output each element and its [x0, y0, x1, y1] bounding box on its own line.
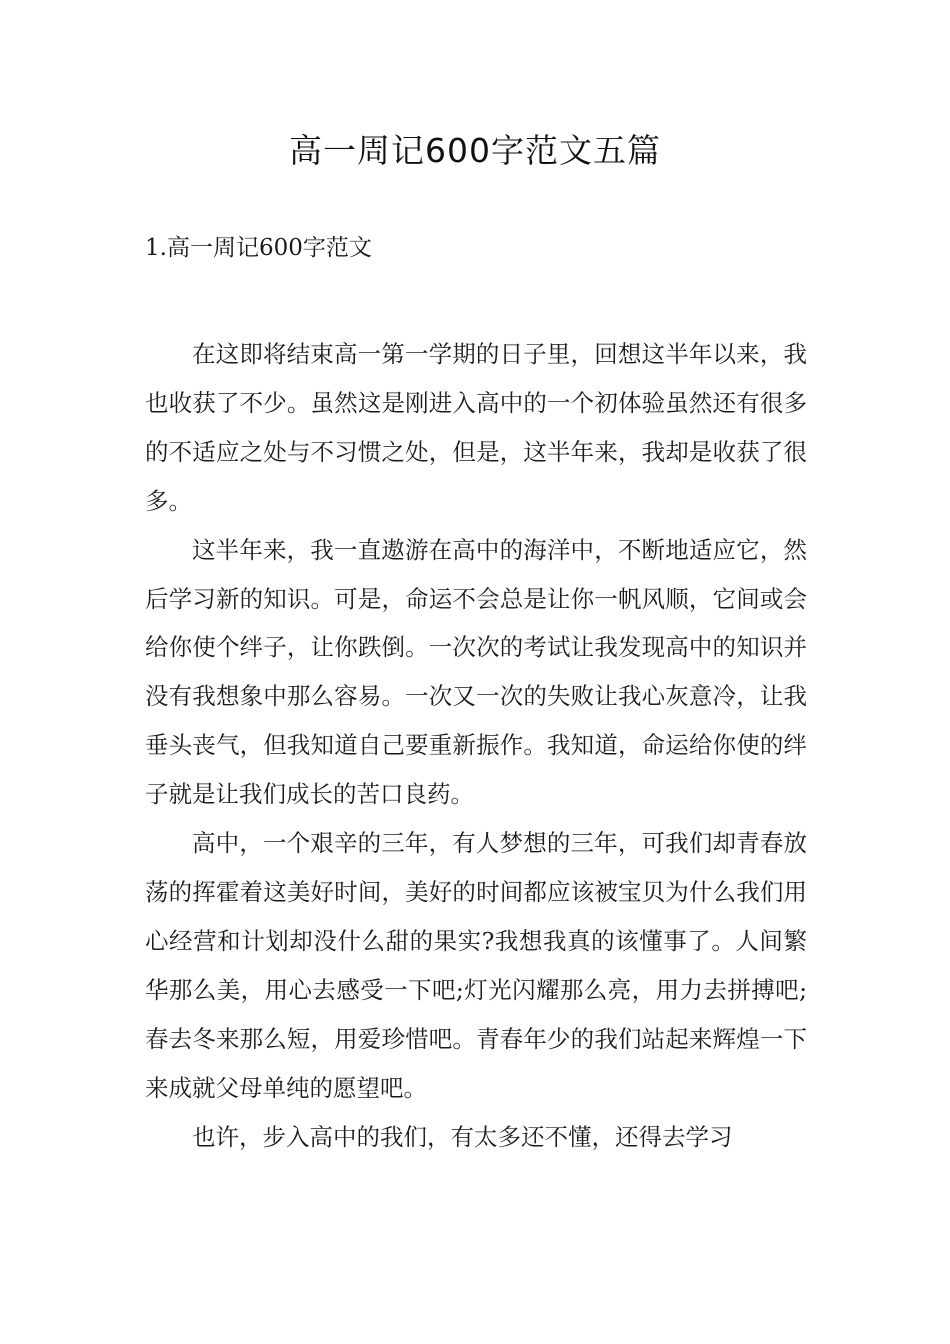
- document-body: [145, 330, 807, 1161]
- paragraph: 高中，一个艰辛的三年，有人梦想的三年，可我们却青春放荡的挥霍着这美好时间，美好的时间都应该被宝贝为什么我们用心经营和计划却没什么甜的果实?我想我真的该懂事了。人间繁华那么美，用心去感受一下吧;灯光闪耀那么亮，用力去拼搏吧;春去冬来那么短，用爱珍惜吧。青春年少的我们站起来辉煌一下来成就父母单纯的愿望吧。: [145, 829, 807, 1102]
- section-heading: 1.高一周记600字范文: [145, 235, 372, 261]
- paragraph: 这半年来，我一直遨游在高中的海洋中，不断地适应它，然后学习新的知识。可是，命运不会总是让你一帆风顺，它间或会给你使个绊子，让你跌倒。一次次的考试让我发现高中的知识并没有我想象中那么容易。一次又一次的失败让我心灰意冷，让我垂头丧气，但我知道自己要重新振作。我知道，命运给你使的绊子就是让我们成长的苦口良药。: [145, 535, 807, 809]
- document-title: 高一周记600字范文五篇: [289, 131, 661, 170]
- paragraph: 在这即将结束高一第一学期的日子里，回想这半年以来，我也收获了不少。虽然这是刚进入高中的一个初体验虽然还有很多的不适应之处与不习惯之处，但是，这半年来，我却是收获了很多。: [145, 340, 807, 515]
- paragraph: 也许，步入高中的我们，有太多还不懂，还得去学习: [192, 1122, 733, 1151]
